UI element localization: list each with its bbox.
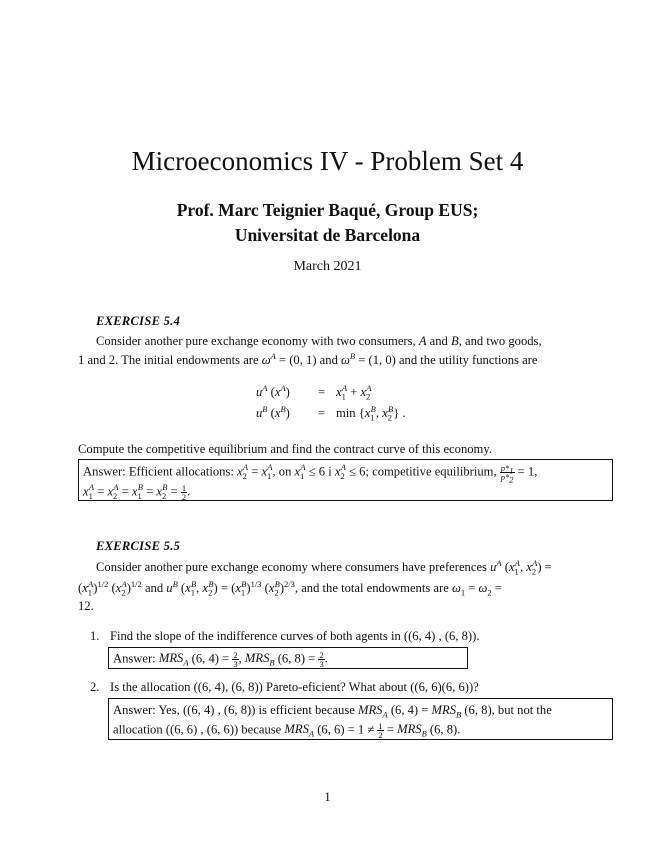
equation-2-rhs: $\min \{x_1^B$, $x_2^B$} . — [336, 403, 406, 423]
question-1-text: Find the slope of the indifference curves of both agents in ((6, 4) , (6, 8)). — [110, 629, 480, 643]
question-2-answer-line-1: Answer: Yes, ((6, 4) , (6, 8)) is efficient because $MRS_A$ (6, $4) = MRS_B$ (6, 8), but not the — [113, 703, 552, 720]
exercise-5-4-intro-line-1: Consider another pure exchange economy with two consumers, A and B, and two goods, — [96, 334, 542, 348]
exercise-5-4-answer-line-2: $x_1^A = x_2^A = x_1^B = x_2^B$ = $\frac{1}{2}$ . — [83, 482, 191, 502]
exercise-5-4-heading: EXERCISE 5.4 — [96, 314, 181, 328]
question-1-number: 1. — [90, 629, 100, 643]
exercise-5-4-intro-line-2: 1 and 2. The initial endowments are $\omega^A = (0$, 1) and $\omega^B = (1$, 0) and the utility functions are — [78, 350, 538, 367]
exercise-5-5-heading: EXERCISE 5.5 — [96, 539, 181, 553]
author-line-1: Prof. Marc Teignier Baqué, Group EUS; — [176, 200, 479, 220]
question-2-number: 2. — [90, 680, 100, 694]
author-line-2: Universitat de Barcelona — [234, 225, 421, 245]
document-date: March 2021 — [293, 259, 362, 274]
equation-2-sign: = — [318, 406, 326, 420]
exercise-5-4-answer-box — [78, 459, 613, 501]
equation-1-rhs: $x_1^A + x_2^A$ — [336, 382, 372, 402]
exercise-5-5-intro-line-3: 12. — [78, 599, 94, 613]
question-2-answer-line-2: allocation ((6, 6) , (6, 6)) because $MRS_A$ (6, 6) = 1 ≠ $\frac{1}{2}$ = $MRS_B$ (6, 8). — [113, 721, 461, 740]
equation-2-lhs: $u^B$ $(x^B)$ — [256, 403, 290, 420]
question-2-answer-box — [108, 698, 613, 740]
exercise-5-5-intro-line-2: $(x_1^A)^{1/2}$ $(x_2^A)^{1/2}$ and $u^B$ ($x_1^B$, $x_2^B) = (x_1^B)^{1/3}$ $(x_2^B)^{2/3}$, and the total endowments are $\omega_1 = \omega_2$ = — [78, 578, 502, 598]
document-title: Microeconomics IV - Problem Set 4 — [131, 146, 524, 176]
question-1-answer: Answer: $MRS_A$ (6, 4) = $\frac{2}{3}$ , $MRS_B$ (6, 8) = $\frac{2}{3}$ . — [113, 650, 328, 669]
page-number: 1 — [324, 790, 331, 804]
equation-1-lhs: $u^A$ $(x^A)$ — [256, 382, 290, 399]
question-1-answer-box — [108, 647, 468, 669]
equation-1-sign: = — [318, 385, 326, 399]
exercise-5-4-question: Compute the competitive equilibrium and find the contract curve of this economy. — [78, 442, 492, 456]
exercise-5-4-answer-line-1: Answer: Efficient allocations: $x_2^A = x_1^A$, on $x_1^A \le 6$ i $x_2^A \le 6$; competitive equilibrium, $\frac{p*_1}{p*_2}$ = 1, — [83, 462, 538, 485]
question-2-text: Is the allocation ((6, 4), (6, 8)) Pareto-eficient? What about ((6, 6)(6, 6))? — [110, 680, 479, 694]
exercise-5-5-intro-line-1: Consider another pure exchange economy where consumers have preferences $u^A$ ($x_1^A$, $x_2^A$) = — [96, 557, 552, 577]
